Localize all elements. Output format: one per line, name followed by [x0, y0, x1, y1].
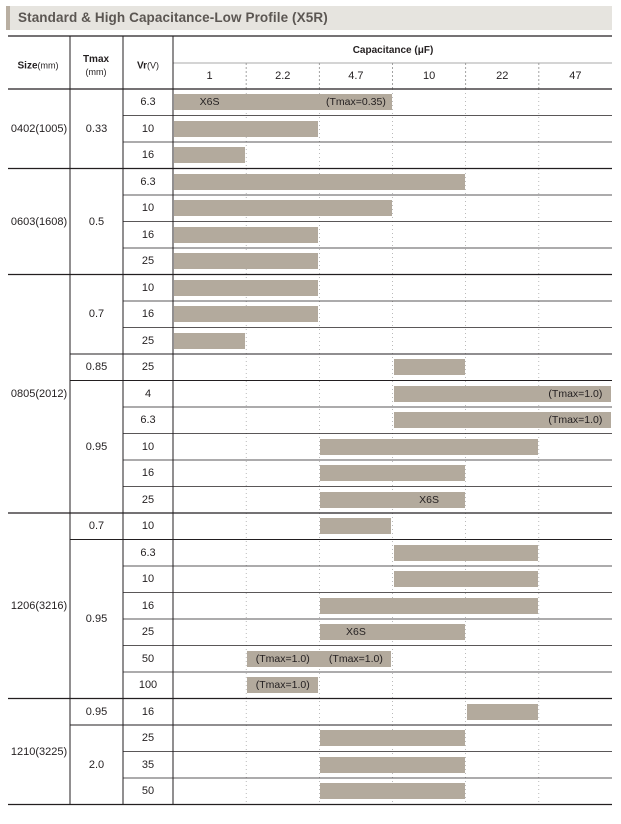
vr-label: 10 — [141, 440, 155, 453]
vr-label: 10 — [141, 122, 155, 135]
vr-label: 10 — [141, 520, 155, 533]
vr-label: 25 — [141, 493, 155, 506]
vr-label: 35 — [141, 758, 155, 771]
vr-label: 10 — [141, 281, 155, 294]
capacitance-header: Capacitance (μF) — [352, 45, 434, 56]
vr-label: 100 — [138, 679, 158, 692]
capacitance-range-bar — [320, 757, 464, 773]
tmax-label: 0.7 — [88, 520, 105, 533]
vr-label: 16 — [141, 228, 155, 241]
vr-label: 25 — [141, 732, 155, 745]
vr-label: 6.3 — [140, 175, 156, 188]
capacitance-range-bar — [320, 783, 464, 799]
tmax-label: 0.85 — [85, 361, 108, 374]
vr-label: 16 — [141, 467, 155, 480]
section-title: Standard & High Capacitance-Low Profile (X5R) — [18, 10, 328, 25]
vr-label: 6.3 — [140, 546, 156, 559]
capacitance-range-bar — [320, 465, 464, 481]
capacitance-range-bar — [394, 359, 465, 375]
vr-header-label: Vr — [136, 60, 148, 72]
size-label: 1210(3225) — [10, 745, 68, 758]
bar-note: (Tmax=1.0) — [255, 679, 310, 692]
vr-label: 6.3 — [140, 96, 156, 109]
vr-label: 16 — [141, 149, 155, 162]
bar-note: (Tmax=0.35) — [326, 96, 386, 109]
size-label: 0805(2012) — [10, 387, 68, 400]
size-label: 0402(1005) — [10, 122, 68, 135]
capacitance-value-label: 10 — [422, 70, 436, 82]
tmax-column-header — [83, 54, 109, 78]
vr-label: 25 — [141, 361, 155, 374]
bar-note: X6S — [419, 493, 440, 506]
capacitance-range-bar — [174, 121, 318, 137]
capacitance-value-label: 22 — [496, 70, 509, 82]
capacitance-value-label: 1 — [206, 70, 213, 82]
vr-label: 25 — [141, 255, 155, 268]
capacitance-range-bar — [394, 545, 538, 561]
vr-label: 16 — [141, 308, 155, 321]
capacitance-range-bar — [320, 492, 464, 508]
capacitance-range-bar — [320, 730, 464, 746]
capacitance-range-bar — [174, 147, 245, 163]
capacitance-range-bar — [174, 253, 318, 269]
tmax-label: 0.95 — [85, 613, 108, 625]
capacitance-range-bar — [320, 518, 391, 534]
bar-note: X6S — [199, 96, 220, 109]
capacitance-range-bar — [174, 227, 318, 243]
vr-label: 10 — [141, 202, 155, 215]
bar-note: (Tmax=1.0) — [328, 652, 383, 665]
tmax-header-unit: (mm) — [85, 67, 107, 77]
size-column-header — [17, 59, 58, 74]
capacitance-value-label: 47 — [569, 70, 582, 82]
capacitance-value-label: 4.7 — [348, 70, 364, 82]
size-label: 0603(1608) — [10, 215, 68, 228]
vr-label: 25 — [141, 626, 155, 639]
capacitance-range-bar — [467, 704, 538, 720]
size-header-label: Size — [17, 60, 38, 72]
capacitance-range-bar — [174, 333, 245, 349]
bar-note: (Tmax=1.0) — [548, 414, 603, 427]
capacitance-range-bar — [320, 439, 538, 455]
vr-header-unit: (V) — [147, 60, 160, 71]
vr-label: 10 — [141, 573, 155, 586]
capacitance-range-bar — [394, 571, 538, 587]
tmax-label: 0.95 — [85, 440, 108, 453]
capacitance-range-bar — [174, 174, 465, 190]
tmax-label: 0.7 — [88, 308, 105, 321]
bar-note: (Tmax=1.0) — [255, 652, 310, 665]
vr-label: 16 — [141, 599, 155, 612]
capacitance-range-bar — [174, 280, 318, 296]
tmax-label: 0.95 — [85, 705, 108, 718]
capacitance-range-bar — [174, 200, 392, 216]
vr-label: 4 — [144, 387, 152, 400]
size-label: 1206(3216) — [10, 599, 68, 612]
vr-label: 25 — [141, 334, 155, 347]
capacitance-range-bar — [320, 624, 464, 640]
capacitance-value-label: 2.2 — [275, 70, 291, 82]
bar-note: (Tmax=1.0) — [548, 387, 603, 400]
capacitance-range-bar — [320, 598, 538, 614]
vr-label: 50 — [141, 785, 155, 798]
tmax-label: 2.0 — [88, 758, 105, 771]
vr-column-header — [137, 59, 159, 74]
vr-label: 50 — [141, 652, 155, 665]
bar-note: X6S — [345, 626, 366, 639]
tmax-label: 0.5 — [88, 215, 105, 228]
size-header-unit: (mm) — [37, 60, 59, 71]
tmax-label: 0.33 — [85, 122, 108, 135]
tmax-header-label: Tmax — [82, 54, 110, 65]
capacitance-range-bar — [174, 306, 318, 322]
vr-label: 6.3 — [140, 414, 156, 427]
vr-label: 16 — [141, 705, 155, 718]
